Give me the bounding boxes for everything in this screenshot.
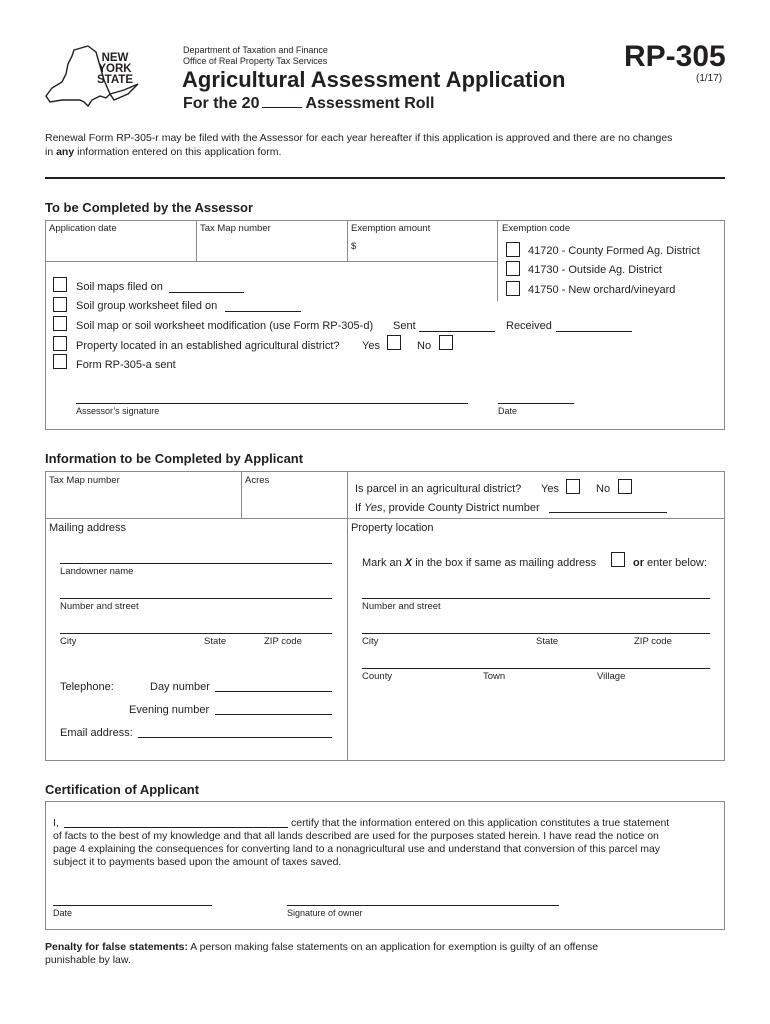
exemption-amount-label: Exemption amount	[351, 223, 431, 234]
or-bold: or	[633, 557, 644, 569]
property-city-label: City	[362, 636, 379, 647]
penalty-text: A person making false statements on an application for exemption is guilty of an offense	[187, 941, 599, 953]
header-divider	[45, 177, 725, 179]
property-village-label: Village	[597, 671, 626, 682]
property-district-yes-label: Yes	[362, 340, 380, 352]
assessor-signature-label: Assessor’s signature	[76, 406, 160, 416]
cert-line3: page 4 explaining the consequences for converting land to a nonagricultural use and understand that conversion of this parcel may	[53, 843, 661, 855]
code-41750-checkbox[interactable]	[506, 281, 520, 296]
mark-prefix: Mark an	[362, 557, 405, 569]
email-label: Email address:	[60, 727, 133, 739]
divider	[347, 220, 348, 261]
application-date-input[interactable]	[50, 236, 192, 258]
property-state-label: State	[536, 636, 559, 647]
evening-number-input[interactable]	[215, 714, 332, 715]
soil-group-date-input[interactable]	[225, 311, 301, 312]
applicant-tax-map-label: Tax Map number	[49, 475, 120, 486]
property-district-no-label: No	[417, 340, 432, 352]
logo-text	[94, 53, 136, 86]
logo-word-york: YORK	[98, 63, 132, 75]
property-zip-label: ZIP code	[634, 636, 672, 647]
mailing-street-input[interactable]	[60, 598, 332, 599]
intro-line2	[45, 146, 281, 158]
parcel-yes-checkbox[interactable]	[566, 479, 580, 494]
form-revision: (1/17)	[696, 73, 723, 84]
code-41750-label: 41750 - New orchard/vineyard	[528, 284, 676, 296]
applicant-tax-map-input[interactable]	[49, 488, 237, 514]
intro-prefix: in	[45, 146, 57, 158]
assessor-signature-input[interactable]	[76, 403, 468, 404]
soil-maps-checkbox[interactable]	[53, 277, 67, 292]
if-prefix: If	[355, 502, 365, 514]
divider	[45, 261, 497, 262]
property-district-label: Property located in an established agricultural district?	[76, 340, 340, 352]
enter-below-text: enter below:	[644, 557, 707, 569]
assessor-date-label: Date	[498, 406, 518, 416]
exemption-code-label: Exemption code	[502, 223, 571, 234]
exemption-amount-input[interactable]	[360, 236, 494, 258]
cert-date-input[interactable]	[53, 905, 212, 906]
intro-suffix: information entered on this application form.	[74, 146, 282, 158]
received-date-input[interactable]	[556, 331, 632, 332]
same-as-mailing-label	[362, 557, 596, 569]
day-number-input[interactable]	[215, 691, 332, 692]
code-41720-label: 41720 - County Formed Ag. District	[528, 245, 700, 257]
property-location-label: Property location	[351, 522, 434, 534]
sent-date-input[interactable]	[419, 331, 495, 332]
day-number-label: Day number	[150, 681, 210, 693]
soil-maps-label: Soil maps filed on	[76, 281, 163, 293]
cert-date-label: Date	[53, 908, 73, 918]
assessor-section-title: To be Completed by the Assessor	[45, 200, 254, 215]
landowner-name-label: Landowner name	[60, 566, 134, 577]
form-number: RP-305	[624, 40, 726, 73]
acres-input[interactable]	[245, 488, 343, 514]
code-41730-label: 41730 - Outside Ag. District	[528, 264, 662, 276]
property-county-town-village-input[interactable]	[362, 668, 710, 669]
property-town-label: Town	[483, 671, 506, 682]
divider	[347, 471, 348, 761]
if-italic: Yes	[364, 502, 383, 514]
property-district-yes-checkbox[interactable]	[387, 335, 401, 350]
applicant-name-input[interactable]	[64, 827, 288, 828]
cert-line4: subject it to payments based upon the amount of taxes saved.	[53, 856, 342, 868]
mailing-city-label: City	[60, 636, 77, 647]
county-district-input[interactable]	[549, 512, 667, 513]
penalty-line2: punishable by law.	[45, 954, 131, 966]
intro-bold: any	[56, 146, 75, 158]
parcel-district-question: Is parcel in an agricultural district?	[355, 483, 522, 495]
subtitle-prefix: For the 20	[183, 95, 260, 112]
soil-group-label: Soil group worksheet filed on	[76, 300, 218, 312]
form-a-sent-label: Form RP-305-a sent	[76, 359, 176, 371]
divider	[241, 471, 242, 518]
mailing-zip-label: ZIP code	[264, 636, 302, 647]
property-street-input[interactable]	[362, 598, 710, 599]
page-subtitle	[183, 95, 434, 113]
county-district-label	[355, 502, 540, 514]
mark-suffix: in the box if same as mailing address	[412, 557, 597, 569]
parcel-no-checkbox[interactable]	[618, 479, 632, 494]
evening-number-label: Evening number	[129, 704, 210, 716]
property-street-label: Number and street	[362, 601, 441, 612]
cert-i-label: I,	[53, 817, 59, 829]
dept-line1: Department of Taxation and Finance	[183, 45, 328, 55]
landowner-name-input[interactable]	[60, 563, 332, 564]
penalty-line1	[45, 941, 598, 953]
dollar-sign: $	[351, 241, 357, 252]
mailing-address-label: Mailing address	[49, 522, 127, 534]
sent-label: Sent	[393, 320, 416, 332]
divider	[196, 220, 197, 261]
certification-section-title: Certification of Applicant	[45, 782, 200, 797]
soil-group-checkbox[interactable]	[53, 297, 67, 312]
logo-word-new: NEW	[101, 52, 129, 64]
parcel-no-label: No	[596, 483, 611, 495]
telephone-label: Telephone:	[60, 681, 114, 693]
soil-maps-date-input[interactable]	[169, 292, 244, 293]
mailing-state-label: State	[204, 636, 227, 647]
property-county-label: County	[362, 671, 393, 682]
mark-x: X	[404, 557, 413, 569]
divider	[497, 220, 498, 301]
dept-line2: Office of Real Property Tax Services	[183, 56, 328, 66]
code-41720-checkbox[interactable]	[506, 242, 520, 257]
mailing-street-label: Number and street	[60, 601, 139, 612]
divider	[45, 518, 725, 519]
assessor-tax-map-input[interactable]	[200, 236, 343, 258]
cert-line2: of facts to the best of my knowledge and that all lands described are used for the purposes stated herein. I have read the notice on	[53, 830, 659, 842]
cert-line1: certify that the information entered on this application constitutes a true statement	[291, 817, 670, 829]
subtitle-suffix: Assessment Roll	[305, 95, 435, 112]
property-district-checkbox[interactable]	[53, 336, 67, 351]
mailing-city-state-zip-input[interactable]	[60, 633, 332, 634]
soil-mod-label: Soil map or soil worksheet modification (use Form RP-305-d)	[76, 320, 374, 332]
acres-label: Acres	[245, 475, 270, 486]
owner-signature-input[interactable]	[287, 905, 559, 906]
year-blank[interactable]	[262, 107, 302, 108]
same-as-mailing-checkbox[interactable]	[611, 552, 625, 567]
intro-line1: Renewal Form RP-305-r may be filed with the Assessor for each year hereafter if this application is approved and there are no changes	[45, 132, 673, 144]
penalty-bold: Penalty for false statements:	[45, 941, 188, 953]
form-a-sent-checkbox[interactable]	[53, 354, 67, 369]
assessor-date-input[interactable]	[498, 403, 574, 404]
property-city-state-zip-input[interactable]	[362, 633, 710, 634]
property-district-no-checkbox[interactable]	[439, 335, 453, 350]
applicant-box	[45, 471, 725, 761]
applicant-section-title: Information to be Completed by Applicant	[45, 451, 304, 466]
parcel-yes-label: Yes	[541, 483, 559, 495]
email-input[interactable]	[138, 737, 332, 738]
received-label: Received	[506, 320, 552, 332]
page-title: Agricultural Assessment Application	[182, 67, 566, 92]
assessor-tax-map-label: Tax Map number	[200, 223, 271, 234]
soil-mod-checkbox[interactable]	[53, 316, 67, 331]
logo-word-state: STATE	[97, 74, 133, 86]
code-41730-checkbox[interactable]	[506, 261, 520, 276]
application-date-label: Application date	[49, 223, 117, 234]
if-suffix: , provide County District number	[382, 502, 540, 514]
owner-signature-label: Signature of owner	[287, 908, 363, 918]
enter-below-label	[633, 557, 707, 569]
